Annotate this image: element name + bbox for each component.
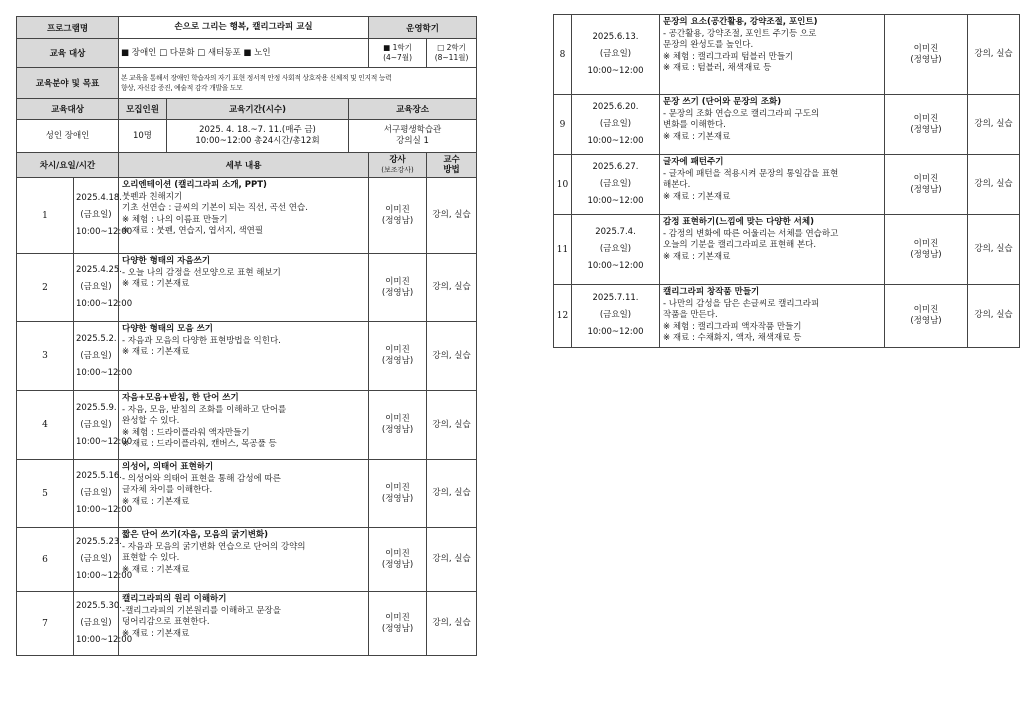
session-detail-line: ※ 체험 : 나의 이름표 만들기 [122,214,228,225]
session-detail-line: ※ 재료 : 기본재료 [663,251,731,262]
session-datetime [74,460,133,528]
session-datetime [572,215,660,285]
assistant-name: (정영남) [381,623,414,634]
session-instructor [369,178,427,254]
session-row [17,391,477,460]
program-label: 프로그램명 [17,17,119,39]
session-topic: 캘리그라피의 원리 이해하기 [122,594,227,604]
col-method-line-1: 교수 [443,155,460,165]
session-date: 2025.6.20. [592,102,639,112]
session-row [17,460,477,528]
assistant-name: (정영남) [381,559,414,570]
col-method-line-2: 방법 [443,165,460,175]
session-instructor [369,391,427,460]
session-time: 10:00~12:00 [76,505,133,515]
session-method: 강의, 실습 [427,592,477,656]
session-detail-line: ※ 재료 : 기본재료 [663,191,731,202]
session-method: 강의, 실습 [968,285,1020,348]
session-row [17,592,477,656]
session-detail-line: - 자음과 모음의 굵기변화 연습으로 단어의 강약의 [122,541,306,552]
session-topic: 다양한 형태의 자음쓰기 [122,256,211,266]
col-instructor [369,153,427,178]
session-date: 2025.7.11. [592,293,639,304]
session-method: 강의, 실습 [968,215,1020,285]
session-instructor [369,254,427,322]
session-topic: 문장 쓰기 (단어와 문장의 조화) [663,97,782,107]
session-row [554,15,1020,95]
term2-months: (8~11월) [434,53,469,62]
session-detail-line: ※ 체험 : 캘리그라피 액자작품 만들기 [663,321,802,332]
session-detail-line: - 의성어와 의태어 표현을 통해 감성에 따른 [122,473,281,484]
assistant-name: (정영남) [381,215,414,226]
term1-cell [369,39,427,68]
col-place: 교육장소 [349,99,477,120]
session-topic: 자음+모음+받침, 한 단어 쓰기 [122,393,239,403]
val-place-line-2: 강의실 1 [396,136,429,146]
field-text-line-1: 본 교육을 통해서 장애인 학습자의 자기 표현 정서적 안정 사회적 상호작용 신체적 및 인지적 능력 [121,74,392,82]
session-method: 강의, 실습 [968,155,1020,215]
session-day: (금요일) [80,282,112,292]
session-date: 2025.4.18. [76,193,122,203]
val-period-line-2: 10:00~12:00 총24시간/총12회 [195,136,320,146]
session-time: 10:00~12:00 [76,299,133,309]
session-detail-line: -캘리그라피의 기본원리를 이해하고 문장을 [122,605,281,616]
instructor-name: 이미진 [385,414,410,424]
session-date: 2025.6.27. [592,162,639,172]
session-detail [660,215,885,285]
instructor-name: 이미진 [913,43,939,54]
session-detail [660,95,885,155]
session-detail [119,254,369,322]
session-number: 2 [17,254,74,322]
session-detail-line: ※ 재료 : 기본재료 [122,279,190,289]
session-instructor [885,215,968,285]
field-label: 교육분야 및 목표 [17,68,119,99]
session-method: 강의, 실습 [427,391,477,460]
session-detail [119,178,369,254]
session-detail-line: 표현할 수 있다. [122,553,180,563]
col-session: 차시/요일/시간 [17,153,119,178]
session-day: (금요일) [80,210,112,220]
col-method [427,153,477,178]
term2-check: □ 2학기 [437,43,466,52]
session-detail-line: ※ 재료 : 기본재료 [122,496,190,507]
col-detail: 세부 내용 [119,153,369,178]
session-instructor [885,285,968,348]
session-date: 2025.5.23. [76,537,122,547]
instructor-name: 이미진 [385,548,410,559]
assistant-name: (정영남) [910,184,942,195]
session-detail [660,155,885,215]
session-detail-line: 오늘의 기분을 캘리그라피로 표현해 본다. [663,240,817,250]
session-time: 10:00~12:00 [587,136,644,146]
session-row [554,215,1020,285]
right-table [553,14,1020,348]
assistant-name: (정영남) [381,287,414,298]
session-datetime [572,95,660,155]
session-datetime [74,254,133,322]
assistant-name: (정영남) [381,356,414,366]
col-target: 교육대상 [17,99,119,120]
col-recruit: 모집인원 [119,99,167,120]
instructor-name: 이미진 [913,173,939,184]
session-number: 4 [17,391,74,460]
session-detail-line: ※ 재료 : 기본재료 [122,628,190,639]
session-datetime [74,528,133,592]
session-topic: 문장의 요소(공간활용, 강약조절, 포인트) [663,17,818,27]
session-day: (금요일) [80,488,112,498]
session-date: 2025.6.13. [592,32,639,42]
col-instructor-label: 강사 [389,155,406,165]
term1-months: (4~7월) [383,53,413,62]
session-detail-line: - 자음, 모음, 받침의 조화를 이해하고 단어를 [122,404,287,415]
session-detail-line: - 문장의 조화 연습으로 캘리그라피 구도의 [663,108,820,119]
left-table [16,16,477,656]
session-instructor [885,95,968,155]
session-method: 강의, 실습 [427,254,477,322]
session-number: 7 [17,592,74,656]
session-detail-line: 작품을 만든다. [663,310,718,320]
session-number: 10 [554,155,572,215]
session-detail-line: 완성할 수 있다. [122,416,180,426]
term-label: 운영학기 [369,17,477,39]
session-number: 6 [17,528,74,592]
session-detail-line: 글자체 차이를 이해한다. [122,485,213,495]
session-detail-line: 붓펜과 친해지기 [122,191,183,202]
session-row [17,528,477,592]
session-datetime [74,592,133,656]
session-time: 10:00~12:00 [76,436,133,447]
session-number: 5 [17,460,74,528]
instructor-name: 이미진 [385,276,410,287]
session-row [554,155,1020,215]
session-detail-line: 해본다. [663,180,691,190]
val-place [349,120,477,153]
session-day: (금요일) [599,244,632,254]
session-detail-line: ※ 체험 : 드라이플라워 액자만들기 [122,427,250,438]
session-number: 9 [554,95,572,155]
session-day: (금요일) [80,350,112,361]
session-detail [119,322,369,391]
session-row [554,285,1020,348]
session-date: 2025.5.2. [76,333,117,344]
val-recruit: 10명 [119,120,167,153]
session-method: 강의, 실습 [968,95,1020,155]
session-detail-line: ※ 재료 : 기본재료 [122,564,190,575]
session-topic: 의성어, 의태어 표현하기 [122,462,214,472]
session-detail-line: - 감정의 변화에 따른 어울리는 서체를 연습하고 [663,228,839,239]
session-date: 2025.4.25. [76,265,122,275]
session-detail-line: - 자음과 모음의 다양한 표현방법을 익힌다. [122,335,281,346]
schedule-header-row [17,153,477,178]
session-number: 8 [554,15,572,95]
session-time: 10:00~12:00 [587,66,644,76]
session-topic: 짧은 단어 쓰기(자음, 모음의 굵기변화) [122,530,269,540]
assistant-name: (정영남) [381,425,414,435]
session-detail [119,460,369,528]
session-detail-line: ※ 재료 : 드라이플라워, 캔버스, 목공풀 등 [122,439,277,449]
session-detail-line: - 글자에 패턴을 적용시켜 문장의 통일감을 표현 [663,168,839,179]
session-time: 10:00~12:00 [587,327,644,338]
instructor-name: 이미진 [913,238,939,249]
session-datetime [572,15,660,95]
session-time: 10:00~12:00 [76,635,133,645]
session-method: 강의, 실습 [427,322,477,391]
session-number: 1 [17,178,74,254]
session-detail-line: 문장의 완성도를 높인다. [663,40,754,50]
session-day: (금요일) [80,618,112,628]
session-day: (금요일) [599,49,632,59]
session-detail [119,528,369,592]
session-detail-line: 덩어리감으로 표현한다. [122,617,210,627]
session-topic: 캘리그라피 창작품 만들기 [663,287,760,297]
instructor-name: 이미진 [913,304,939,315]
field-text-line-2: 향상, 자신감 증진, 예술적 감각 개발을 도모 [121,84,243,92]
session-day: (금요일) [80,554,112,564]
val-target: 성인 장애인 [17,120,119,153]
instructor-name: 이미진 [385,612,410,623]
session-method: 강의, 실습 [968,15,1020,95]
term2-cell [427,39,477,68]
assistant-name: (정영남) [910,54,942,65]
session-datetime [572,155,660,215]
session-instructor [369,322,427,391]
session-detail-line: ※ 재료 : 붓펜, 연습지, 엽서지, 색연필 [122,226,264,236]
val-place-line-1: 서구평생학습관 [383,125,442,135]
val-period-line-1: 2025. 4. 18.~7. 11.(매주 금) [199,125,316,135]
session-number: 3 [17,322,74,391]
session-date: 2025.5.9. [76,402,117,413]
session-datetime [572,285,660,348]
session-detail-line: - 오늘 나의 감정을 선모양으로 표현 해보기 [122,267,281,278]
session-date: 2025.7.4. [595,227,636,237]
program-title: 손으로 그리는 행복, 캘리그라피 교실 [119,17,369,39]
instructor-name: 이미진 [385,345,410,355]
session-detail [660,15,885,95]
assistant-name: (정영남) [910,315,942,326]
session-topic: 다양한 형태의 모음 쓰기 [122,324,213,334]
session-instructor [885,155,968,215]
session-detail-line: ※ 체험 : 캘리그라피 텀블러 만들기 [663,51,794,62]
session-instructor [369,592,427,656]
session-detail [119,391,369,460]
session-detail [660,285,885,348]
session-time: 10:00~12:00 [76,227,133,237]
session-detail-line: ※ 재료 : 텀블러, 채색재료 등 [663,63,772,73]
session-date: 2025.5.30. [76,601,122,611]
session-detail-line: ※ 재료 : 기본재료 [122,347,190,357]
session-number: 11 [554,215,572,285]
session-detail-line: ※ 재료 : 기본재료 [663,131,731,142]
session-detail-line: 기초 선연습 : 글씨의 기본이 되는 직선, 곡선 연습. [122,203,308,213]
session-instructor [369,460,427,528]
session-day: (금요일) [599,179,632,189]
session-time: 10:00~12:00 [76,367,133,378]
session-row [554,95,1020,155]
session-day: (금요일) [599,310,632,321]
assistant-name: (정영남) [381,493,414,504]
instructor-name: 이미진 [385,204,410,215]
term1-check: ■ 1학기 [383,43,412,52]
session-datetime [74,391,133,460]
instructor-name: 이미진 [913,113,939,124]
session-number: 12 [554,285,572,348]
session-topic: 감정 표현하기(느낌에 맞는 다양한 서체) [663,217,814,227]
session-time: 10:00~12:00 [76,571,133,581]
field-text [119,68,477,99]
col-instructor-sub: (보조강사) [381,166,414,174]
session-row [17,178,477,254]
session-datetime [74,178,133,254]
session-detail-line: ※ 재료 : 수채화지, 액자, 채색재료 등 [663,333,802,343]
assistant-name: (정영남) [910,124,942,135]
session-instructor [369,528,427,592]
session-time: 10:00~12:00 [587,196,644,206]
session-method: 강의, 실습 [427,528,477,592]
session-method: 강의, 실습 [427,178,477,254]
session-method: 강의, 실습 [427,460,477,528]
session-detail-line: - 공간활용, 강약조절, 포인트 주기등 으로 [663,28,817,39]
session-detail-line: - 나만의 감성을 담은 손글씨로 캘리그라피 [663,298,820,309]
session-date: 2025.5.16. [76,471,122,481]
assistant-name: (정영남) [910,249,942,260]
session-detail [119,592,369,656]
session-detail-line: 변화를 이해한다. [663,120,726,130]
session-day: (금요일) [80,419,112,430]
instructor-name: 이미진 [385,482,410,493]
session-instructor [885,15,968,95]
target-options: ■ 장애인 □ 다문화 □ 새터동포 ■ 노인 [119,39,369,68]
session-topic: 오리엔테이션 (캘리그라피 소개, PPT) [122,180,267,190]
session-row [17,322,477,391]
session-row [17,254,477,322]
col-period: 교육기간(시수) [167,99,349,120]
session-day: (금요일) [599,119,632,129]
session-time: 10:00~12:00 [587,261,644,271]
val-period [167,120,349,153]
session-topic: 글자에 패턴주기 [663,157,724,167]
target-label: 교육 대상 [17,39,119,68]
session-datetime [74,322,133,391]
